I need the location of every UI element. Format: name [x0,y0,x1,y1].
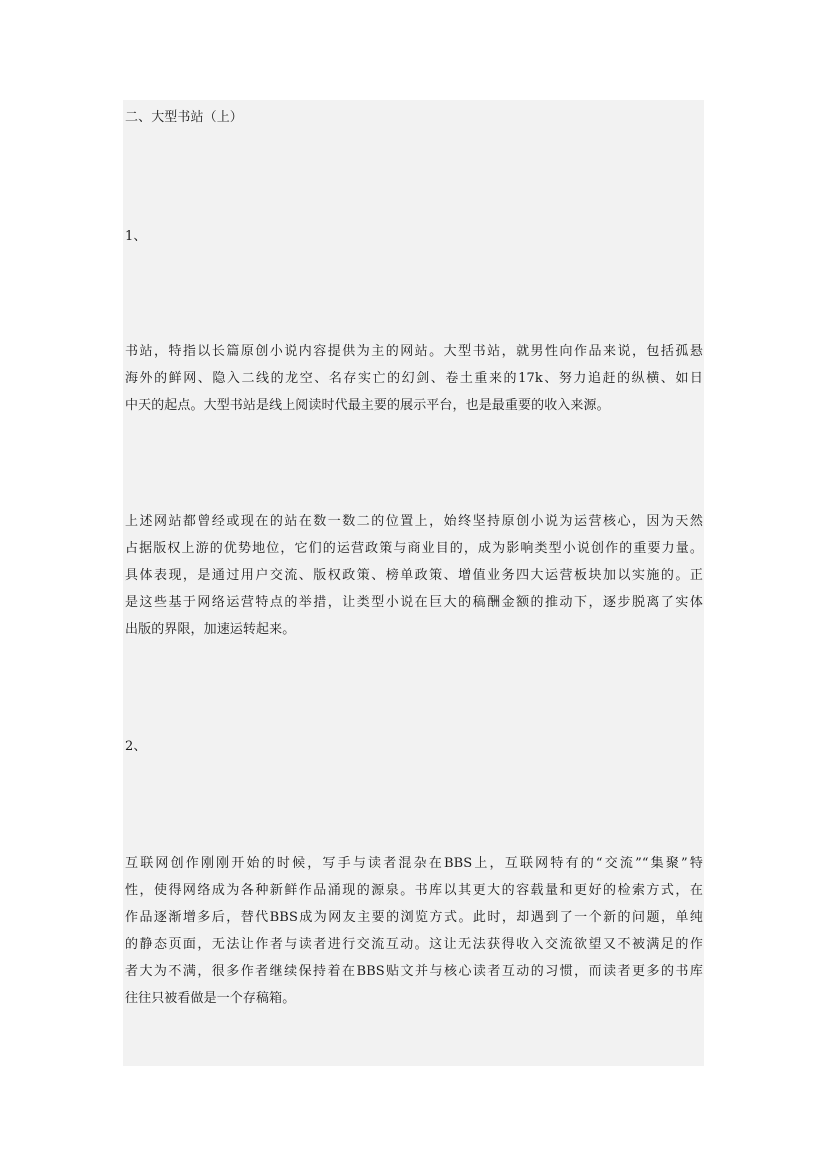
paragraph-1-line-1: 书站，特指以长篇原创小说内容提供为主的网站。大型书站，就男性向作品来说，包括孤悬 [125,344,703,359]
paragraph-3-line-5: 者大为不满，很多作者继续保持着在BBS贴文并与核心读者互动的习惯，而读者更多的书库 [125,964,703,979]
paragraph-3-line-4: 的静态页面，无法让作者与读者进行交流互动。这让无法获得收入交流欲望又不被满足的作 [125,937,703,952]
section-heading: 二、大型书站（上） [125,110,243,125]
paragraph-2-line-3: 具体表现，是通过用户交流、版权政策、榜单政策、增值业务四大运营板块加以实施的。正 [125,568,703,583]
paragraph-3-line-2: 性，使得网络成为各种新鲜作品涌现的源泉。书库以其更大的容载量和更好的检索方式，在 [125,883,703,898]
paragraph-2-line-5: 出版的界限，加速运转起来。 [125,622,296,637]
paragraph-2-line-2: 占据版权上游的优势地位，它们的运营政策与商业目的，成为影响类型小说创作的重要力量。 [125,541,703,556]
paragraph-2-line-1: 上述网站都曾经或现在的站在数一数二的位置上，始终坚持原创小说为运营核心，因为天然 [125,514,703,529]
section-number-2: 2、 [125,739,147,754]
paragraph-2-line-4: 是这些基于网络运营特点的举措，让类型小说在巨大的稿酬金额的推动下，逐步脱离了实体 [125,595,703,610]
paragraph-3-line-1: 互联网创作刚刚开始的时候，写手与读者混杂在BBS上，互联网特有的“交流”“集聚”特 [125,856,703,871]
paragraph-1-line-3: 中天的起点。大型书站是线上阅读时代最主要的展示平台，也是最重要的收入来源。 [125,398,610,413]
paragraph-1-line-2: 海外的鲜网、隐入二线的龙空、名存实亡的幻剑、卷土重来的17k、努力追赶的纵横、如日 [125,371,703,386]
section-number-1: 1、 [125,229,147,244]
paragraph-3-line-3: 作品逐渐增多后，替代BBS成为网友主要的浏览方式。此时，却遇到了一个新的问题，单纯 [125,910,703,925]
paragraph-3-line-6: 往往只被看做是一个存稿箱。 [125,991,296,1006]
